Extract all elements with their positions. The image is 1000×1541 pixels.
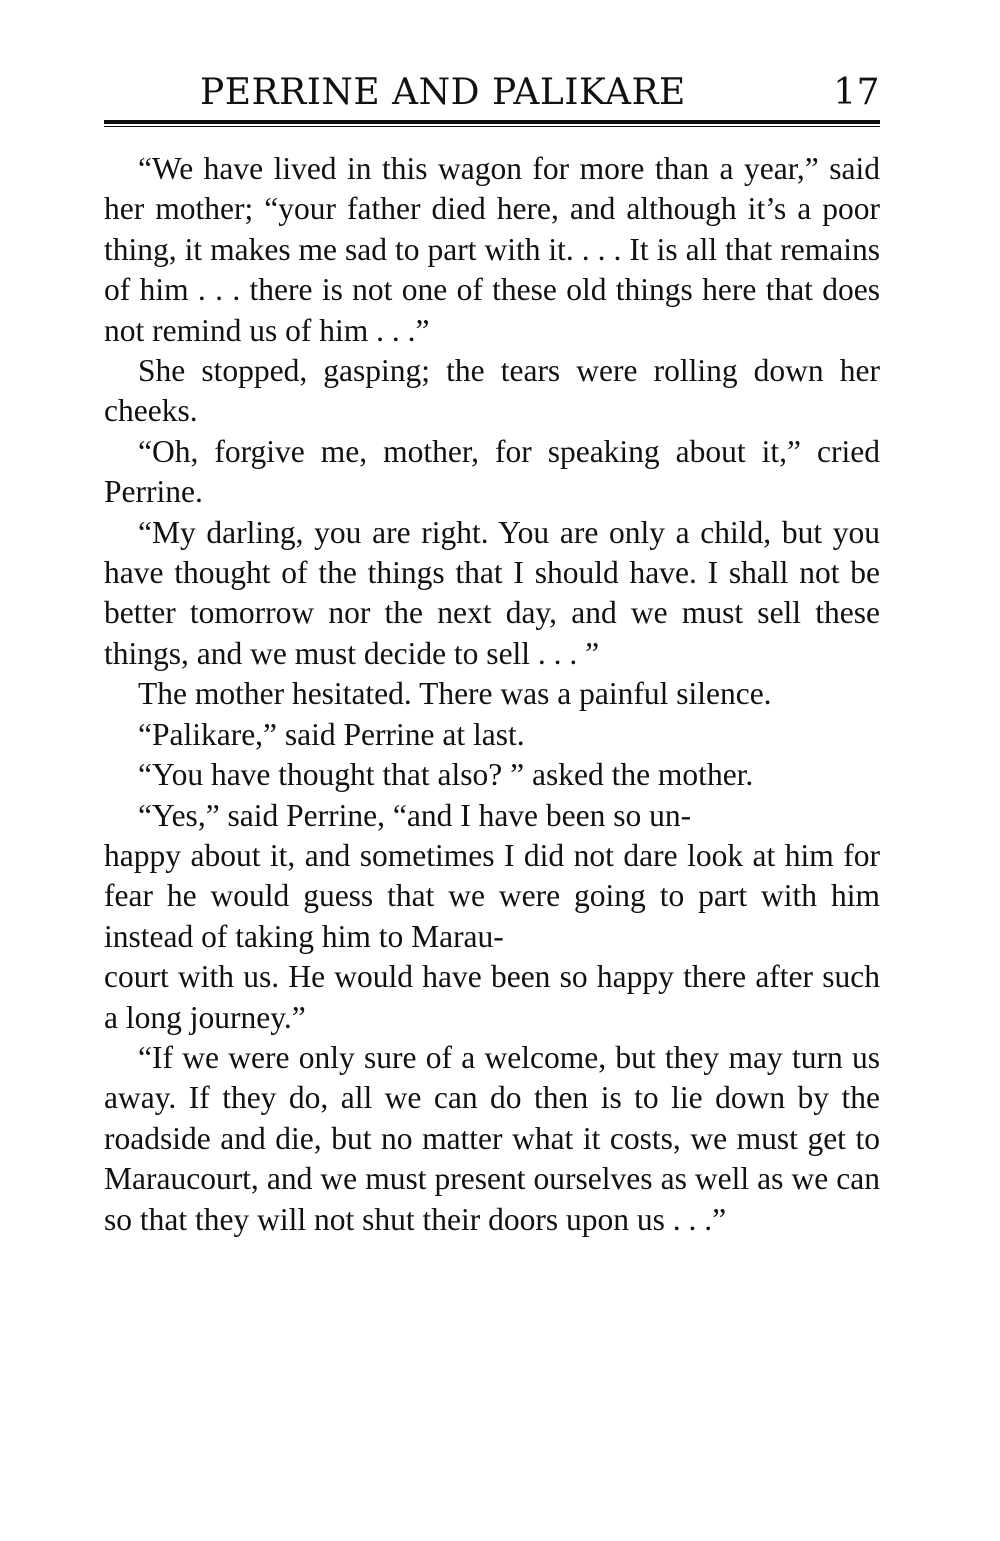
paragraph: “You have thought that also? ” asked the mother. — [138, 757, 754, 793]
paragraph: “Oh, forgive me, mother, for speaking about it,” cried Perrine. — [104, 433, 880, 510]
paragraph: She stopped, gasping; the tears were rolling down her cheeks. — [104, 353, 880, 429]
running-title: PERRINE AND PALIKARE — [200, 72, 686, 113]
paragraph: “If we were only sure of a welcome, but they may turn us away. If they do, all we can do then is to lie down by the roadside and die, but no matter what it costs, we must get to Maraucourt, and we must present ourselves as well as we can so that they will not shut their doors upon us . . .” — [104, 1039, 880, 1237]
paragraph: “We have lived in this wagon for more than a year,” said her mother; “your father died here, and although it’s a poor thing, it makes me sad to part with it. . . . It is all that remains of him . . . there is not one of these old things here that does not remind us of him . . .” — [104, 151, 880, 348]
body-text — [104, 149, 880, 1240]
running-head — [104, 68, 880, 118]
page-number: 17 — [833, 72, 880, 113]
header-rule — [104, 120, 880, 127]
paragraph: “My darling, you are right. You are only a child, but you have thought of the things that I should have. I shall not be better tomorrow nor the next day, and we must sell these things, and we must decide to sell . . . ” — [104, 514, 880, 671]
paragraph: The mother hesitated. There was a painful silence. — [138, 676, 772, 712]
paragraph: “Yes,” said Perrine, “and I have been so un- happy about it, and sometimes I did not dare look at him for fear he would guess that we were going to part with him instead of taking him to Marau- court with us. He would have been so happy there after such a long journey.” — [104, 797, 880, 1035]
book-page — [104, 68, 880, 1240]
paragraph: “Palikare,” said Perrine at last. — [138, 716, 525, 752]
